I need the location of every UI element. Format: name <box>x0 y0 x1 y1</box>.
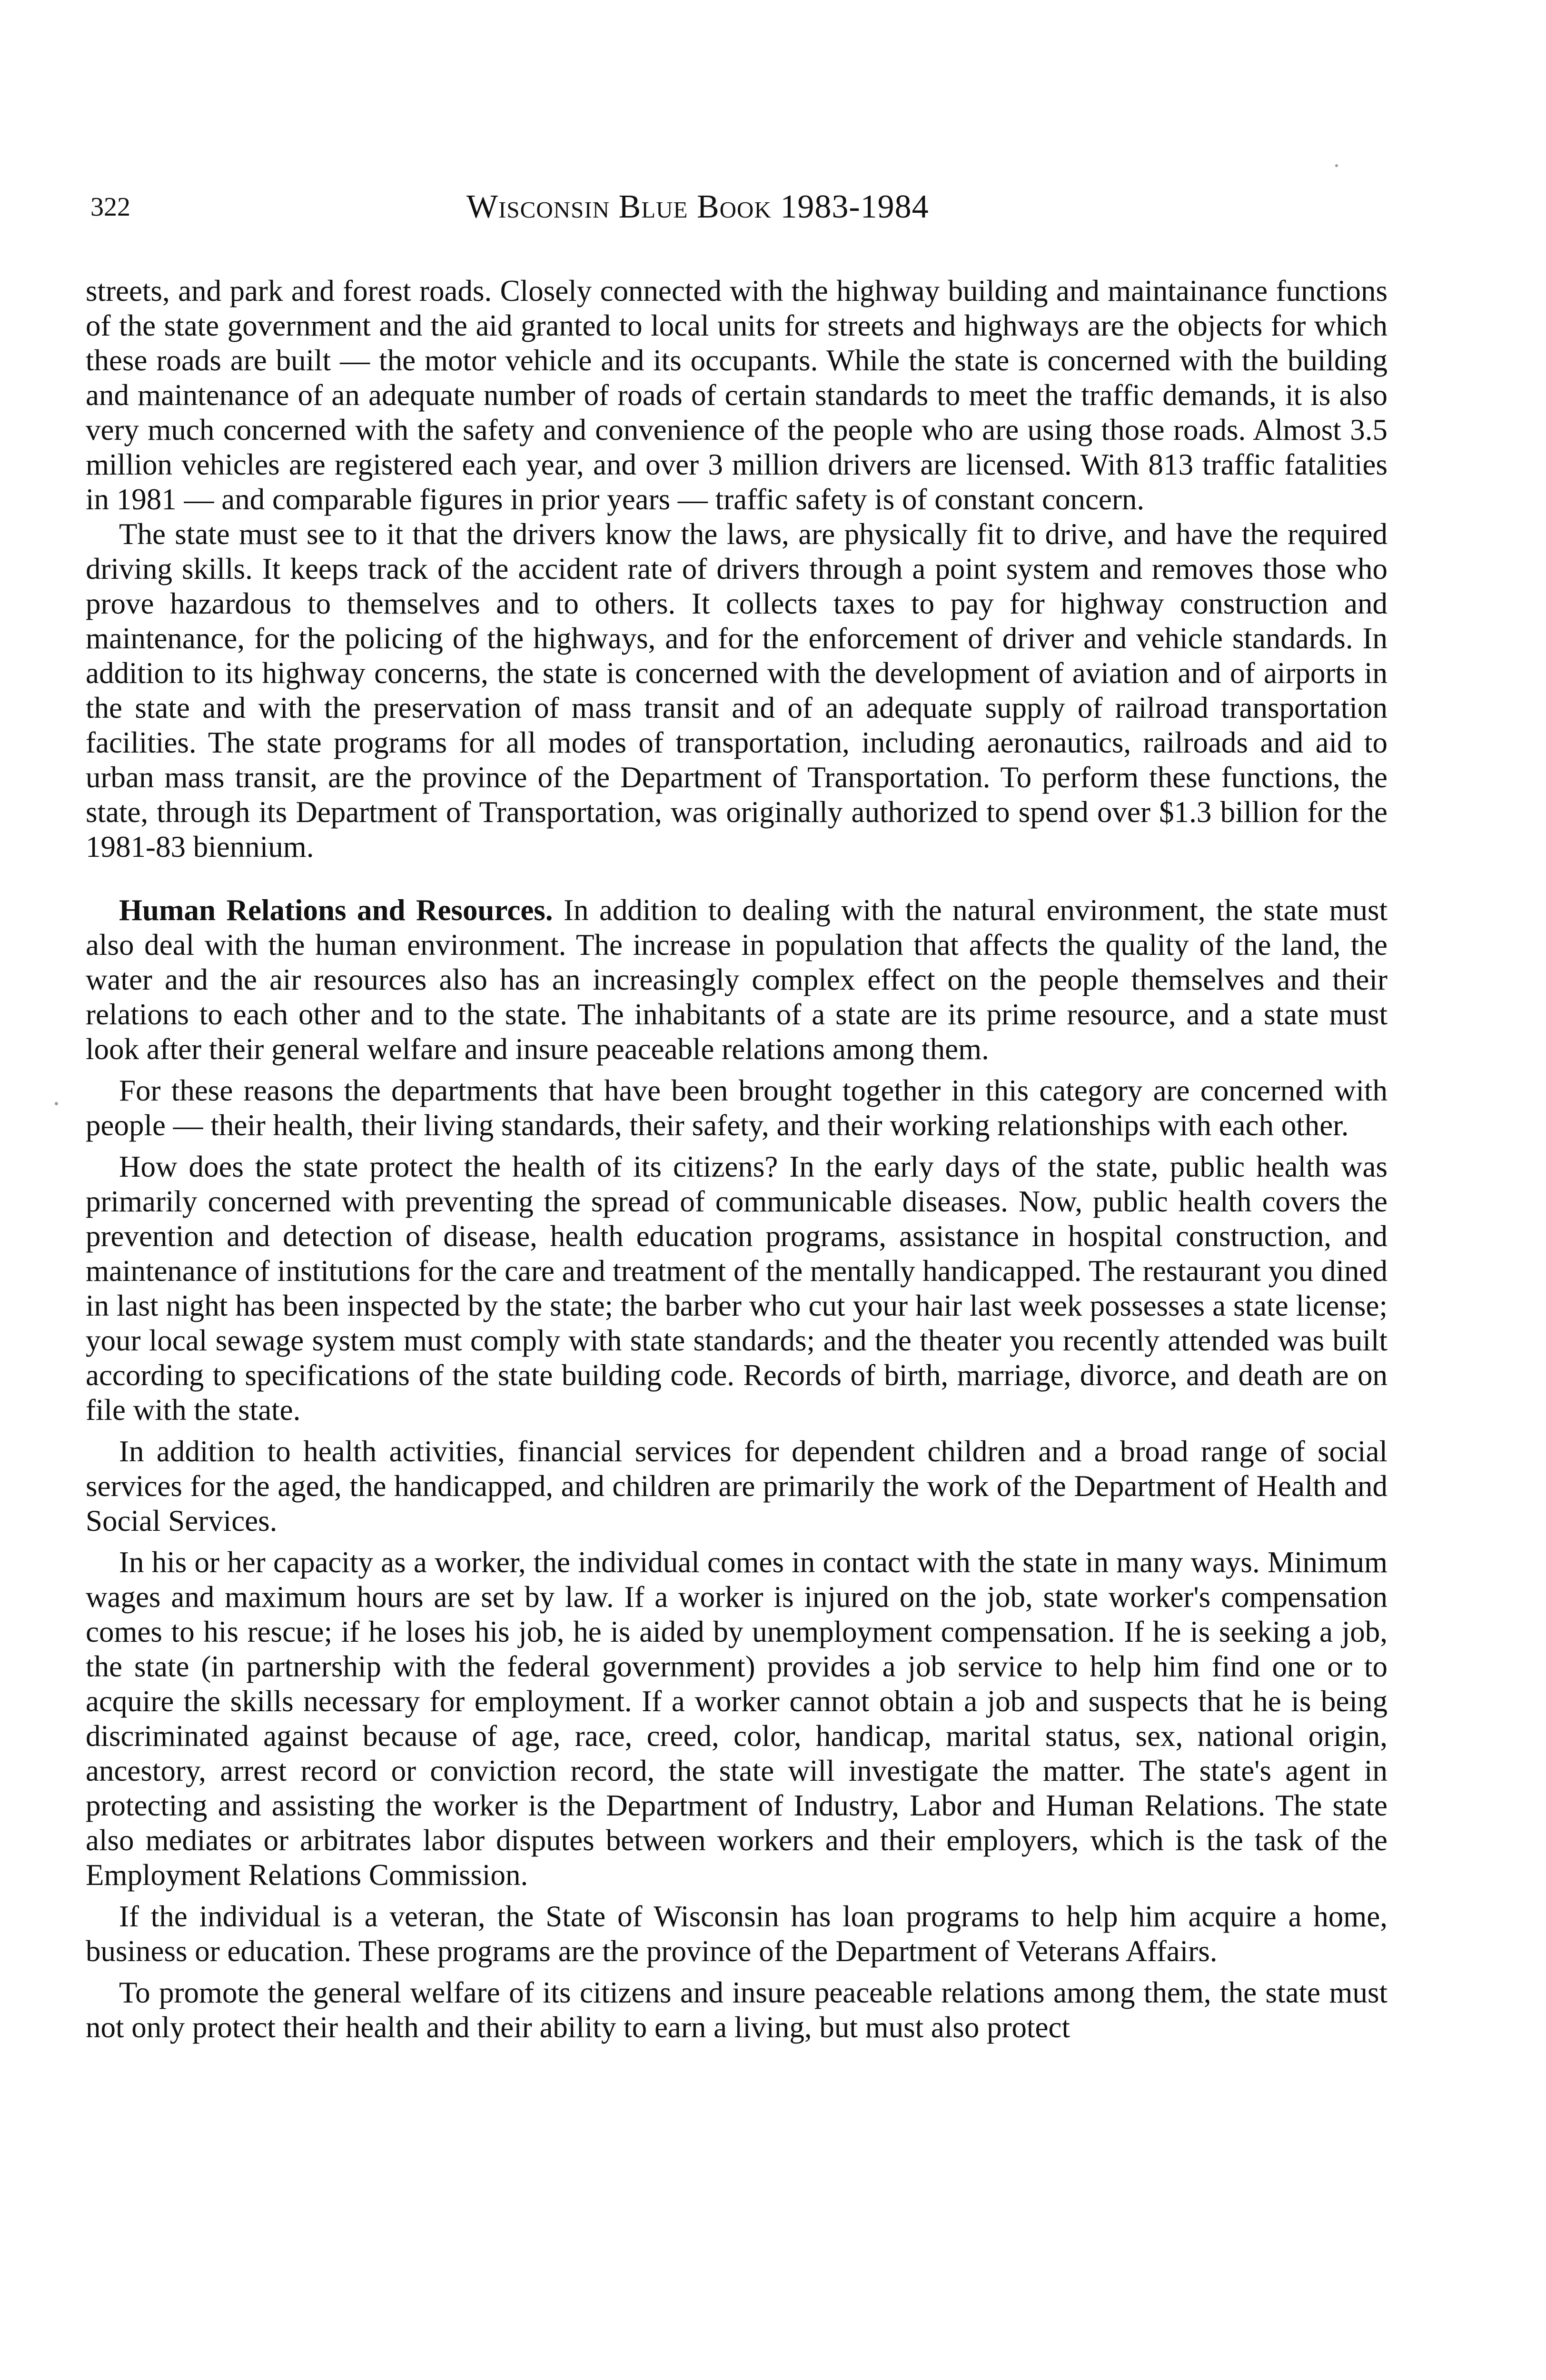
page-number: 322 <box>90 192 130 222</box>
paragraph-general-welfare: To promote the general welfare of its citizens and insure peaceable relations among them, the state must not only protect their health and their ability to earn a living, but must also protect <box>86 1976 1387 2044</box>
paragraph-human-relations-text: In addition to dealing with the natural environment, the state must also deal with the human environment. The increase in population that affects the quality of the land, the water and the air resources also has an increasingly complex effect on the people themselves and their relations to each other and to the state. The inhabitants of a state are its prime resource, and a state must look after their general welfare and insure peaceable relations among them. <box>86 893 1387 1066</box>
running-title: Wisconsin Blue Book 1983-1984 <box>466 188 929 225</box>
paragraph-public-health: How does the state protect the health of its citizens? In the early days of the state, public health was primarily concerned with preventing the spread of communicable diseases. Now, public health covers the prevention and detection of disease, health education programs, assistance in hospital construction, and maintenance of institutions for the care and treatment of the mentally handicapped. The restaurant you dined in last night has been inspected by the state; the barber who cut your hair last week possesses a state license; your local sewage system must comply with state standards; and the theater you recently attended was built according to specifications of the state building code. Records of birth, marriage, divorce, and death are on file with the state. <box>86 1150 1387 1427</box>
paragraph-human-relations <box>86 893 1387 1067</box>
paragraph-worker: In his or her capacity as a worker, the individual comes in contact with the state in many ways. Minimum wages and maximum hours are set by law. If a worker is injured on the job, state worker's compensation comes to his rescue; if he loses his job, he is aided by unemployment compensation. If he is seeking a job, the state (in partnership with the federal government) provides a job service to help him find one or to acquire the skills necessary for employment. If a worker cannot obtain a job and suspects that he is being discriminated against because of age, race, creed, color, handicap, marital status, sex, national origin, ancestory, arrest record or conviction record, the state will investigate the matter. The state's agent in protecting and assisting the worker is the Department of Industry, Labor and Human Relations. The state also mediates or arbitrates labor disputes between workers and their employers, which is the task of the Employment Relations Commission. <box>86 1546 1387 1892</box>
section-heading-human-relations: Human Relations and Resources. <box>119 893 553 927</box>
paragraph-veterans: If the individual is a veteran, the State of Wisconsin has loan programs to help him acquire a home, business or education. These programs are the province of the Department of Veterans Affairs. <box>86 1900 1387 1968</box>
paragraph-departments-concerned: For these reasons the departments that have been brought together in this category are concerned with people — their health, their living standards, their safety, and their working relationships with each other. <box>86 1074 1387 1142</box>
body-text <box>86 274 1387 2045</box>
paragraph-highways-continued: streets, and park and forest roads. Closely connected with the highway building and maintainance functions of the state government and the aid granted to local units for streets and highways are the objects for which these roads are built — the motor vehicle and its occupants. While the state is concerned with the building and maintenance of an adequate number of roads of certain standards to meet the traffic demands, it is also very much concerned with the safety and convenience of the people who are using those roads. Almost 3.5 million vehicles are registered each year, and over 3 million drivers are licensed. With 813 traffic fatalities in 1981 — and comparable figures in prior years — traffic safety is of constant concern. <box>86 274 1387 516</box>
scan-speck <box>1335 164 1338 167</box>
page-header <box>90 188 1390 226</box>
scan-speck <box>55 1102 58 1105</box>
paragraph-driver-standards: The state must see to it that the drivers know the laws, are physically fit to drive, and have the required driving skills. It keeps track of the accident rate of drivers through a point system and removes those who prove hazardous to themselves and to others. It collects taxes to pay for highway construction and maintenance, for the policing of the highways, and for the enforcement of driver and vehicle standards. In addition to its highway concerns, the state is concerned with the development of aviation and of airports in the state and with the preservation of mass transit and of an adequate supply of railroad transportation facilities. The state programs for all modes of transportation, including aeronautics, railroads and aid to urban mass transit, are the province of the Department of Transportation. To perform these functions, the state, through its Department of Transportation, was originally authorized to spend over $1.3 billion for the 1981-83 biennium. <box>86 517 1387 863</box>
paragraph-social-services: In addition to health activities, financial services for dependent children and a broad range of social services for the aged, the handicapped, and children are primarily the work of the Department of Health and Social Services. <box>86 1435 1387 1537</box>
